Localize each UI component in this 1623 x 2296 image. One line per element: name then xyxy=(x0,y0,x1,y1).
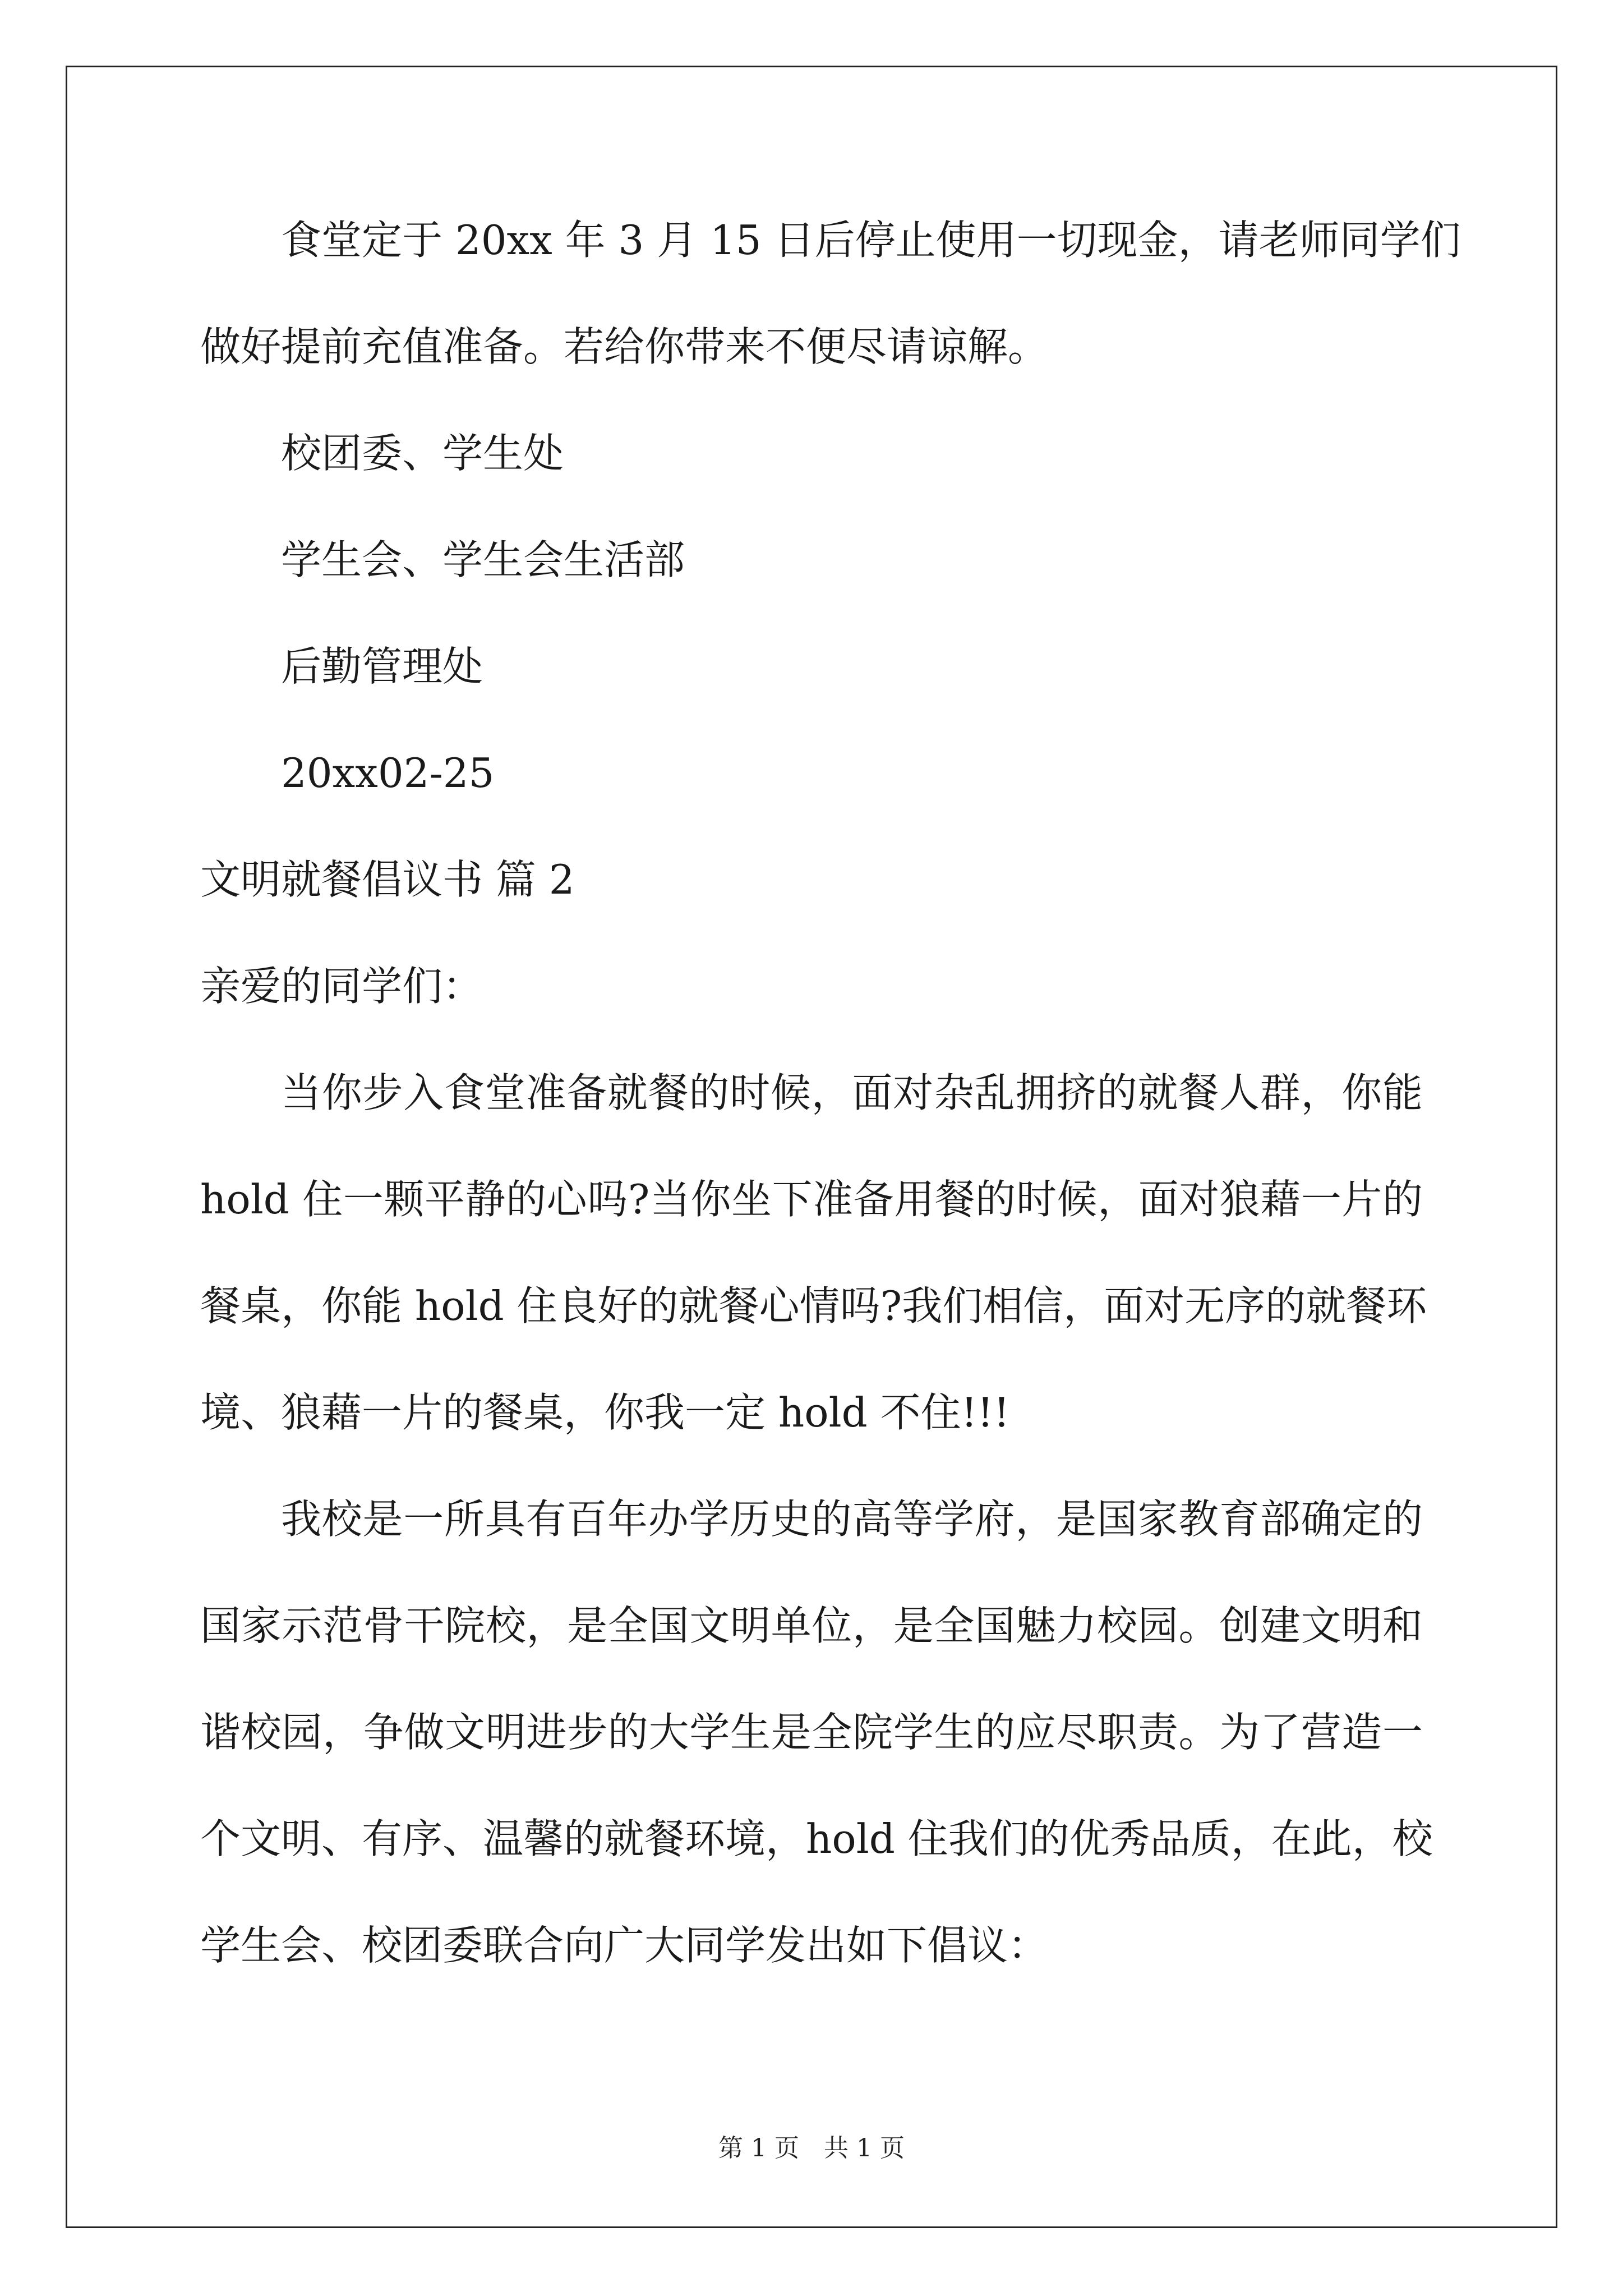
paragraph-line: 境、狼藉一片的餐桌，你我一定 hold 不住!!! xyxy=(200,1389,1010,1436)
paragraph-line: hold 住一颗平静的心吗?当你坐下准备用餐的时候，面对狼藉一片的 xyxy=(200,1176,1423,1223)
paragraph-line: 餐桌，你能 hold 住良好的就餐心情吗?我们相信，面对无序的就餐环 xyxy=(200,1282,1427,1329)
page-border xyxy=(66,66,1557,2228)
paragraph-line: 食堂定于 20xx 年 3 月 15 日后停止使用一切现金，请老师同学们 xyxy=(281,217,1461,264)
date-line: 20xx02-25 xyxy=(281,749,495,797)
signature-line: 后勤管理处 xyxy=(281,643,483,690)
paragraph-line: 当你步入食堂准备就餐的时候，面对杂乱拥挤的就餐人群，你能 xyxy=(281,1069,1423,1116)
paragraph-line: 做好提前充值准备。若给你带来不便尽请谅解。 xyxy=(200,323,1049,370)
page-footer: 第 1 页 共 1 页 xyxy=(718,2134,905,2162)
paragraph-line: 国家示范骨干院校，是全国文明单位，是全国魅力校园。创建文明和 xyxy=(200,1602,1423,1649)
paragraph-line: 我校是一所具有百年办学历史的高等学府，是国家教育部确定的 xyxy=(281,1496,1423,1543)
signature-line: 校团委、学生处 xyxy=(281,430,564,477)
signature-line: 学生会、学生会生活部 xyxy=(281,536,685,583)
section-heading: 文明就餐倡议书 篇 2 xyxy=(200,856,575,903)
paragraph-line: 个文明、有序、温馨的就餐环境，hold 住我们的优秀品质，在此，校 xyxy=(200,1815,1433,1862)
salutation: 亲爱的同学们： xyxy=(200,963,483,1010)
paragraph-line: 学生会、校团委联合向广大同学发出如下倡议： xyxy=(200,1922,1049,1969)
paragraph-line: 谐校园，争做文明进步的大学生是全院学生的应尽职责。为了营造一 xyxy=(200,1709,1423,1756)
